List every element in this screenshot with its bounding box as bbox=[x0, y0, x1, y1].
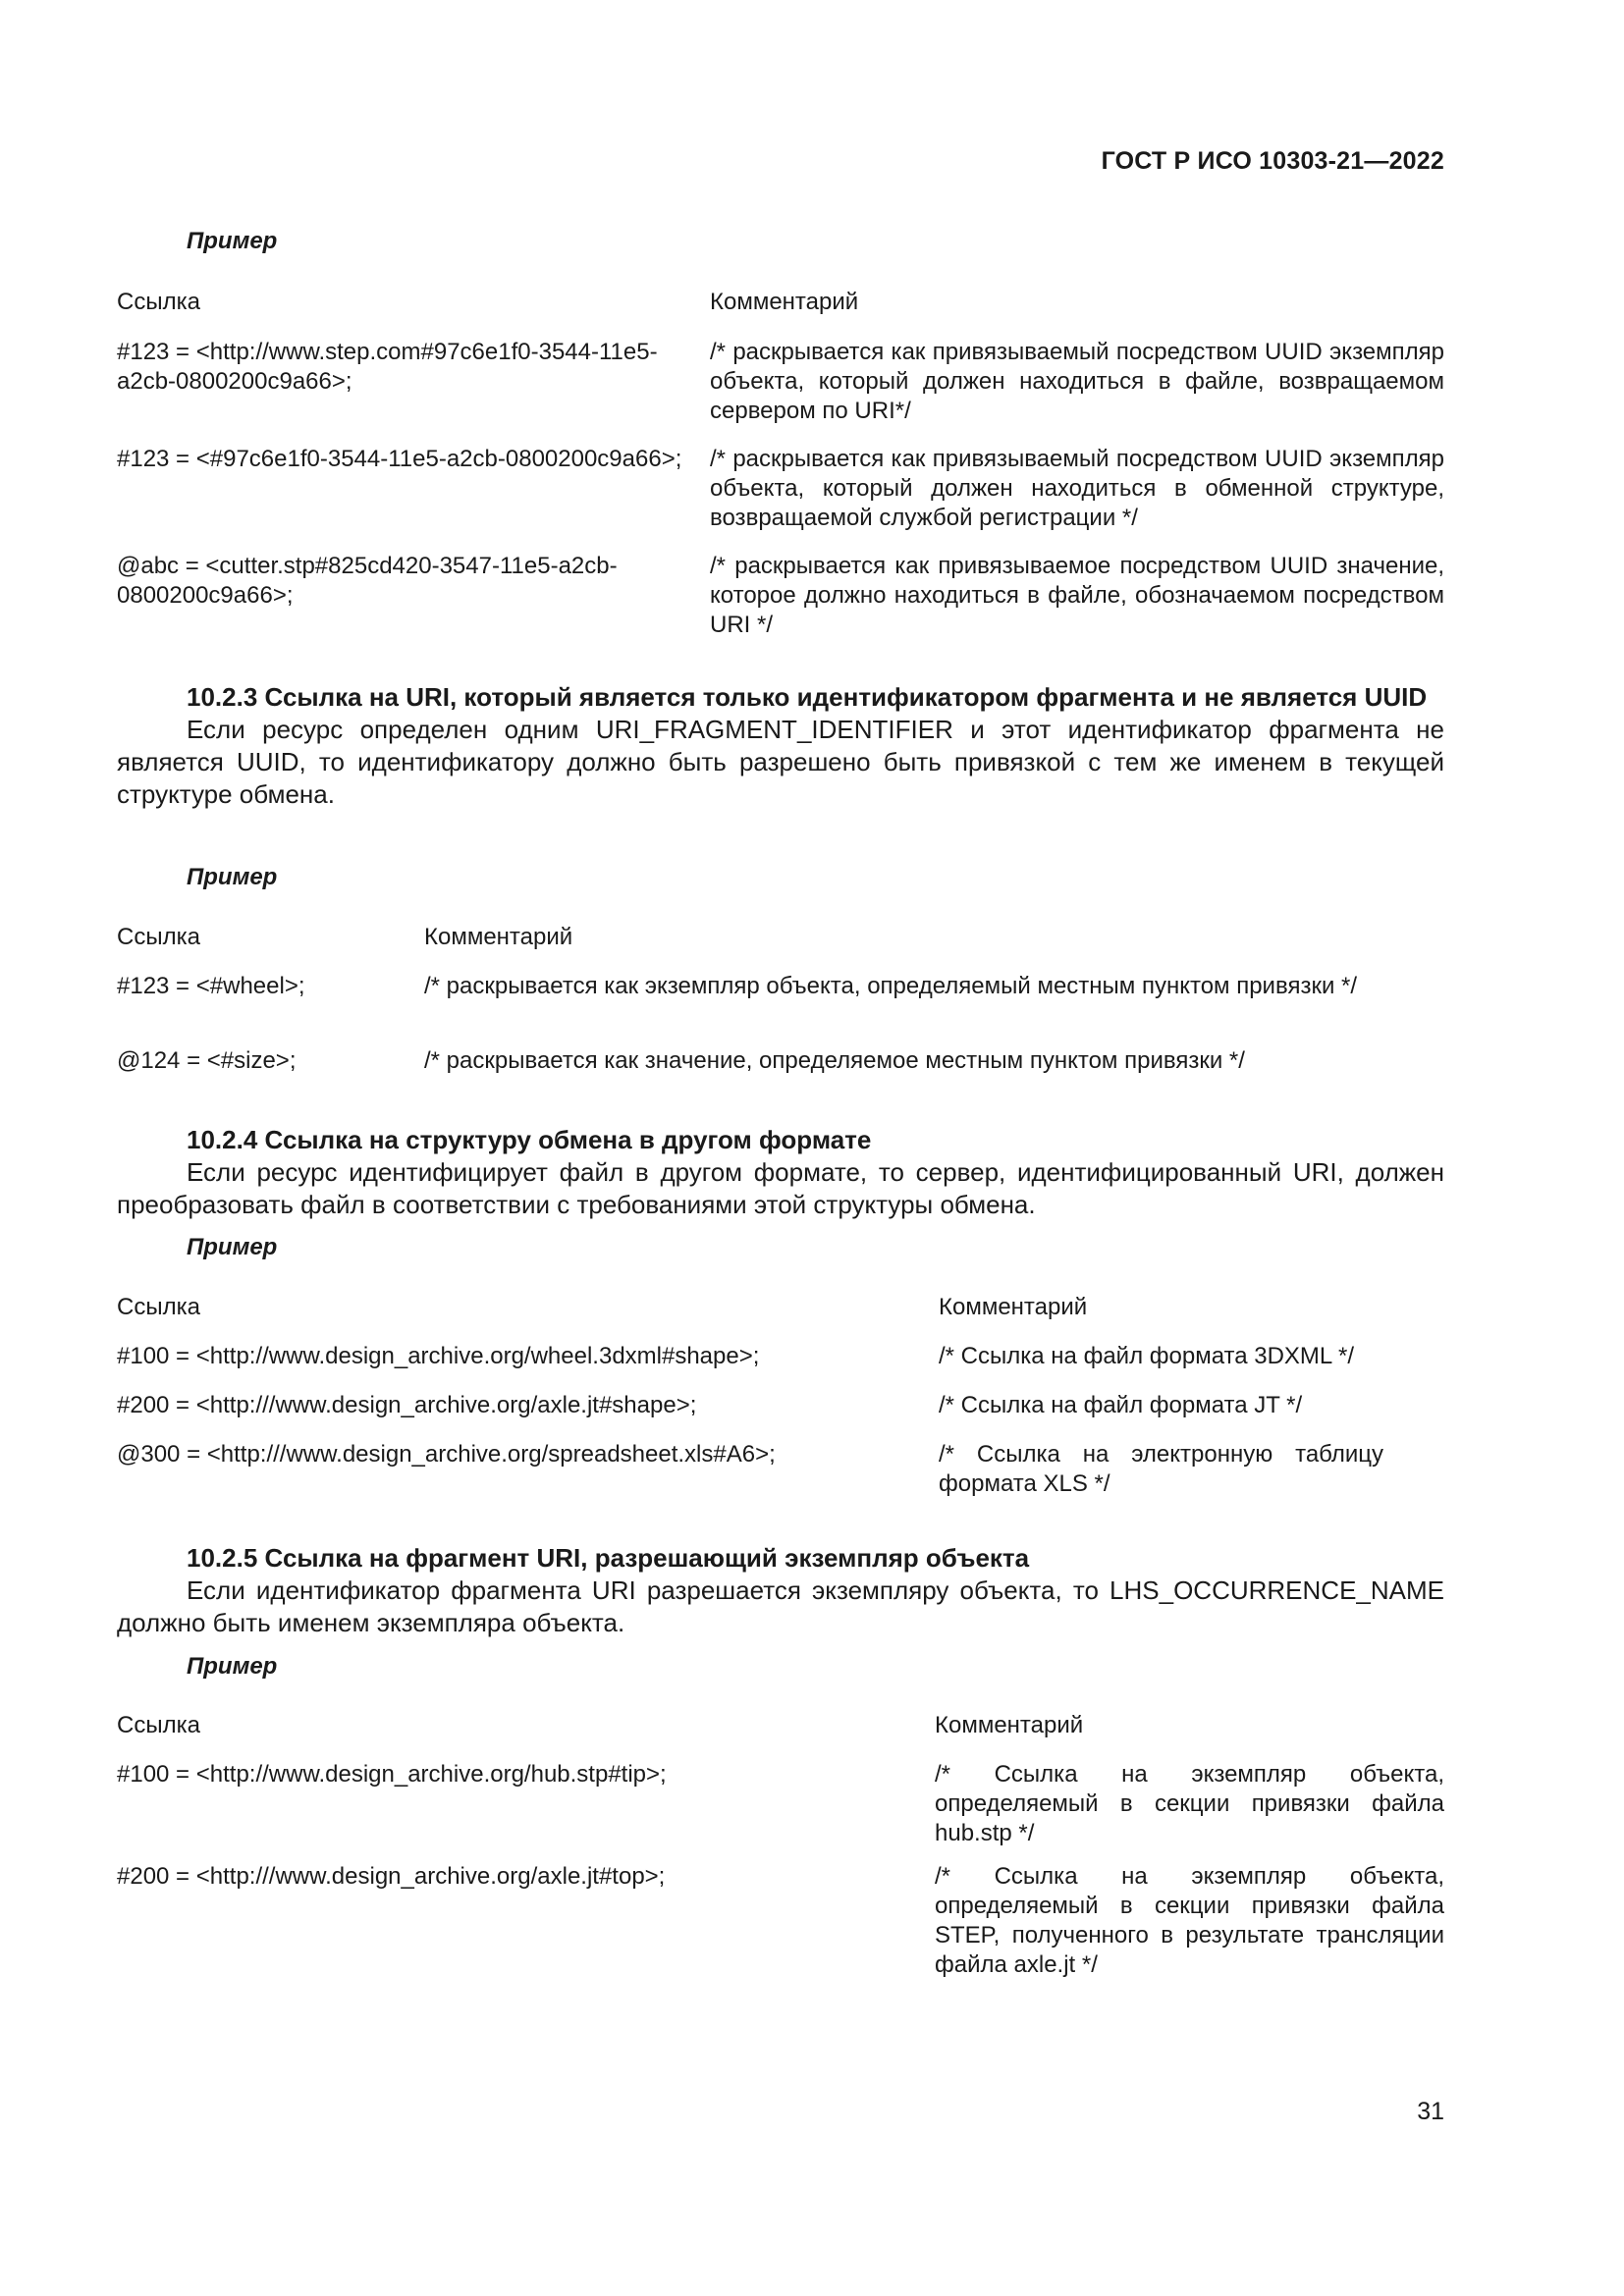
ref-cell: #100 = <http://www.design_archive.org/wheel.3dxml#shape>; bbox=[117, 1343, 760, 1369]
comment-cell: /* Ссылка на электронную таблицу формата XLS */ bbox=[939, 1441, 1383, 1497]
ref-cell: #200 = <http:///www.design_archive.org/axle.jt#top>; bbox=[117, 1863, 666, 1890]
example-label bbox=[117, 1234, 1444, 1261]
comment-column-header: Комментарий bbox=[710, 289, 859, 315]
section-10-2-4 bbox=[117, 1123, 1444, 1221]
comment-cell: /* Ссылка на файл формата 3DXML */ bbox=[939, 1343, 1355, 1369]
ref-cell: #200 = <http:///www.design_archive.org/axle.jt#shape>; bbox=[117, 1392, 697, 1418]
ref-cell: #123 = <#wheel>; bbox=[117, 973, 305, 999]
ref-cell: @abc = <cutter.stp#825cd420-3547-11e5-a2cb-0800200c9a66>; bbox=[117, 553, 618, 609]
comment-cell: /* раскрывается как привязываемый посредством UUID экземпляр объекта, который должен находиться в файле, возвращаемом сервером по URI*/ bbox=[710, 339, 1444, 424]
section-heading: 10.2.4 Ссылка на структуру обмена в другом формате bbox=[187, 1125, 872, 1154]
comment-cell: /* раскрывается как экземпляр объекта, определяемый местным пунктом привязки */ bbox=[424, 973, 1358, 999]
section-heading: 10.2.3 Ссылка на URI, который является только идентификатором фрагмента и не является UUID bbox=[187, 682, 1428, 712]
ref-column-header: Ссылка bbox=[117, 1294, 200, 1320]
ref-cell: @124 = <#size>; bbox=[117, 1047, 297, 1074]
comment-column-header: Комментарий bbox=[939, 1294, 1088, 1320]
example-label-text: Пример bbox=[187, 1653, 278, 1680]
example-table-4 bbox=[117, 1711, 1444, 1996]
example-label-text: Пример bbox=[187, 864, 278, 890]
section-10-2-3 bbox=[117, 680, 1444, 811]
section-paragraph: Если ресурс идентифицирует файл в другом формате, то сервер, идентифицированный URI, должен преобразовать файл в соответствии с требованиями этой структуры обмена. bbox=[117, 1157, 1444, 1219]
ref-cell: #100 = <http://www.design_archive.org/hub.stp#tip>; bbox=[117, 1761, 667, 1788]
ref-cell: #123 = <#97c6e1f0-3544-11e5-a2cb-0800200c9a66>; bbox=[117, 446, 682, 472]
ref-cell: #123 = <http://www.step.com#97c6e1f0-3544-11e5-a2cb-0800200c9a66>; bbox=[117, 339, 658, 395]
example-label bbox=[117, 864, 1444, 891]
comment-cell: /* Ссылка на экземпляр объекта, определяемый в секции привязки файла STEP, полученного в результате трансляции файла axle.jt */ bbox=[935, 1863, 1444, 1978]
comment-column-header: Комментарий bbox=[424, 924, 573, 950]
section-heading: 10.2.5 Ссылка на фрагмент URI, разрешающий экземпляр объекта bbox=[187, 1543, 1030, 1573]
section-paragraph: Если ресурс определен одним URI_FRAGMENT_IDENTIFIER и этот идентификатор фрагмента не является UUID, то идентификатору должно быть разрешено быть привязкой с тем же именем в текущей структуре обмена. bbox=[117, 715, 1444, 809]
ref-cell: @300 = <http:///www.design_archive.org/spreadsheet.xls#A6>; bbox=[117, 1441, 776, 1468]
comment-cell: /* Ссылка на экземпляр объекта, определяемый в секции привязки файла hub.stp */ bbox=[935, 1761, 1444, 1846]
example-table-2 bbox=[117, 923, 1383, 1090]
ref-column-header: Ссылка bbox=[117, 1712, 200, 1738]
comment-cell: /* Ссылка на файл формата JT */ bbox=[939, 1392, 1303, 1418]
example-label bbox=[117, 228, 1444, 255]
comment-cell: /* раскрывается как привязываемое посредством UUID значение, которое должно находиться в файле, обозначаемом посредством URI */ bbox=[710, 553, 1444, 638]
ref-column-header: Ссылка bbox=[117, 289, 200, 315]
comment-cell: /* раскрывается как значение, определяемое местным пунктом привязки */ bbox=[424, 1047, 1245, 1074]
example-label-text: Пример bbox=[187, 1234, 278, 1260]
example-label bbox=[117, 1653, 1444, 1681]
example-table-3 bbox=[117, 1293, 1383, 1509]
document-header: ГОСТ Р ИСО 10303-21—2022 bbox=[1101, 147, 1444, 175]
page-number: 31 bbox=[1417, 2098, 1444, 2125]
example-table-1 bbox=[117, 288, 1444, 651]
example-label-text: Пример bbox=[187, 228, 278, 254]
section-10-2-5 bbox=[117, 1541, 1444, 1639]
comment-cell: /* раскрывается как привязываемый посредством UUID экземпляр объекта, который должен находиться в обменной структуре, возвращаемой службой регистрации */ bbox=[710, 446, 1444, 531]
section-paragraph: Если идентификатор фрагмента URI разрешается экземпляру объекта, то LHS_OCCURRENCE_NAME должно быть именем экземпляра объекта. bbox=[117, 1575, 1444, 1637]
comment-column-header: Комментарий bbox=[935, 1712, 1084, 1738]
ref-column-header: Ссылка bbox=[117, 924, 200, 950]
